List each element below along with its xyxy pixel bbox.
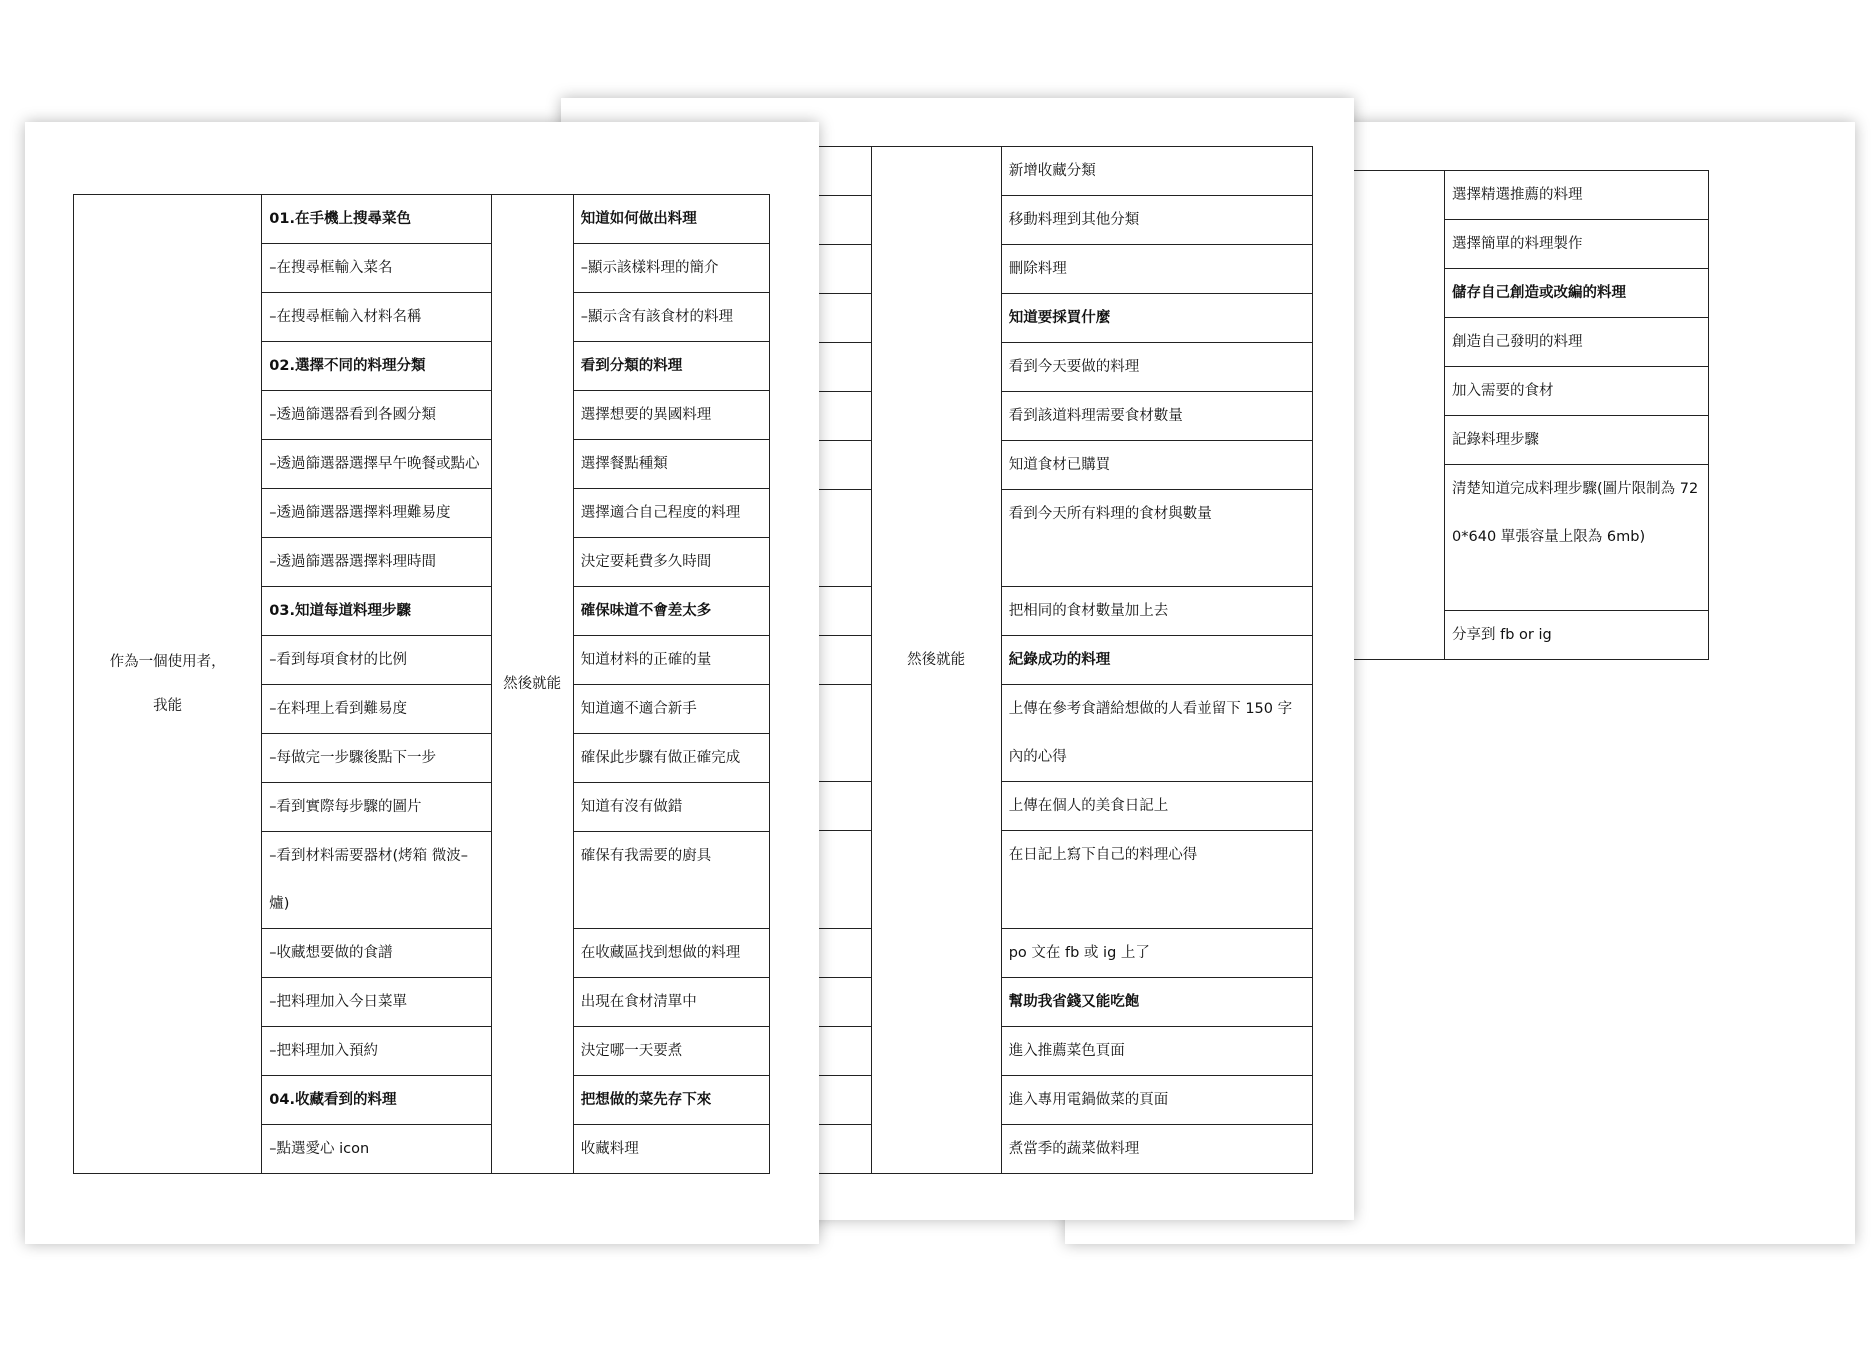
story-outcome-cell: 新增收藏分類: [1001, 147, 1312, 196]
story-action-cell: –把料理加入預約: [262, 1027, 491, 1076]
story-outcome-cell: 選擇適合自己程度的料理: [573, 489, 769, 538]
story-outcome-cell: 知道有沒有做錯: [573, 783, 769, 832]
story-outcome-cell: 選擇餐點種類: [573, 440, 769, 489]
document-page-1: [25, 122, 819, 1244]
story-action-cell: –每做完一步驟後點下一步: [262, 734, 491, 783]
story-outcome-cell: 創造自己發明的料理: [1445, 318, 1709, 367]
connector-cell: 然後就能: [871, 147, 1001, 1174]
story-outcome-cell: 在日記上寫下自己的料理心得: [1001, 831, 1312, 928]
connector-cell: 然後就能: [491, 195, 573, 1174]
story-outcome-cell: 出現在食材清單中: [573, 978, 769, 1027]
story-action-cell: –看到實際每步驟的圖片: [262, 783, 491, 832]
story-action-cell: –透過篩選器選擇料理難易度: [262, 489, 491, 538]
story-outcome-cell: 確保味道不會差太多: [573, 587, 769, 636]
story-action-cell: –透過篩選器選擇早午晚餐或點心: [262, 440, 491, 489]
story-action-cell: –在搜尋框輸入菜名: [262, 244, 491, 293]
story-outcome-cell: 確保此步驟有做正確完成: [573, 734, 769, 783]
story-action-cell: –點選愛心 icon: [262, 1125, 491, 1174]
story-outcome-cell: 知道食材已購買: [1001, 441, 1312, 490]
story-outcome-cell: 知道如何做出料理: [573, 195, 769, 244]
story-outcome-cell: 看到今天所有料理的食材與數量: [1001, 490, 1312, 587]
story-outcome-cell: 煮當季的蔬菜做料理: [1001, 1124, 1312, 1173]
story-outcome-cell: 知道適不適合新手: [573, 685, 769, 734]
story-outcome-cell: 刪除料理: [1001, 245, 1312, 294]
story-action-cell: –把料理加入今日菜單: [262, 978, 491, 1027]
story-action-cell: 01.在手機上搜尋菜色: [262, 195, 491, 244]
story-outcome-cell: 看到該道料理需要食材數量: [1001, 392, 1312, 441]
story-action-cell: –收藏想要做的食譜: [262, 929, 491, 978]
actor-line: 作為一個使用者，: [109, 654, 226, 671]
story-outcome-cell: –顯示含有該食材的料理: [573, 293, 769, 342]
story-action-cell: 03.知道每道料理步驟: [262, 587, 491, 636]
story-outcome-cell: 看到分類的料理: [573, 342, 769, 391]
story-outcome-cell: 進入專用電鍋做菜的頁面: [1001, 1075, 1312, 1124]
story-action-cell: –透過篩選器看到各國分類: [262, 391, 491, 440]
story-outcome-cell: po 文在 fb 或 ig 上了: [1001, 928, 1312, 977]
story-outcome-cell: 知道材料的正確的量: [573, 636, 769, 685]
story-outcome-cell: –顯示該樣料理的簡介: [573, 244, 769, 293]
user-story-table-1: [73, 194, 770, 1174]
table-row: [74, 195, 770, 244]
story-outcome-cell: 收藏料理: [573, 1125, 769, 1174]
actor-cell: [74, 195, 262, 1174]
story-outcome-cell: 儲存自己創造或改編的料理: [1445, 269, 1709, 318]
story-outcome-cell: 把想做的菜先存下來: [573, 1076, 769, 1125]
story-outcome-cell: 知道要採買什麼: [1001, 294, 1312, 343]
story-outcome-cell: 分享到 fb or ig: [1445, 610, 1709, 659]
story-action-cell: –看到材料需要器材(烤箱 微波–爐): [262, 832, 491, 929]
story-outcome-cell: 進入推薦菜色頁面: [1001, 1026, 1312, 1075]
story-outcome-cell: 把相同的食材數量加上去: [1001, 587, 1312, 636]
story-action-cell: 02.選擇不同的料理分類: [262, 342, 491, 391]
story-outcome-cell: 記錄料理步驟: [1445, 416, 1709, 465]
story-outcome-cell: 幫助我省錢又能吃飽: [1001, 977, 1312, 1026]
story-outcome-cell: 紀錄成功的料理: [1001, 636, 1312, 685]
story-action-cell: –看到每項食材的比例: [262, 636, 491, 685]
story-outcome-cell: 決定哪一天要煮: [573, 1027, 769, 1076]
story-outcome-cell: 上傳在參考食譜給想做的人看並留下 150 字內的心得: [1001, 685, 1312, 782]
story-outcome-cell: 選擇簡單的料理製作: [1445, 220, 1709, 269]
story-outcome-cell: 上傳在個人的美食日記上: [1001, 782, 1312, 831]
story-outcome-cell: 移動料理到其他分類: [1001, 196, 1312, 245]
actor-line: 我能: [153, 698, 183, 715]
story-outcome-cell: 決定要耗費多久時間: [573, 538, 769, 587]
story-outcome-cell: 看到今天要做的料理: [1001, 343, 1312, 392]
story-outcome-cell: 確保有我需要的廚具: [573, 832, 769, 929]
story-action-cell: –透過篩選器選擇料理時間: [262, 538, 491, 587]
story-outcome-cell: 選擇想要的異國料理: [573, 391, 769, 440]
story-action-cell: 04.收藏看到的料理: [262, 1076, 491, 1125]
story-outcome-cell: 加入需要的食材: [1445, 367, 1709, 416]
story-outcome-cell: 在收藏區找到想做的料理: [573, 929, 769, 978]
story-outcome-cell: 清楚知道完成料理步驟(圖片限制為 720*640 單張容量上限為 6mb): [1445, 465, 1709, 611]
story-action-cell: –在搜尋框輸入材料名稱: [262, 293, 491, 342]
story-action-cell: –在料理上看到難易度: [262, 685, 491, 734]
story-outcome-cell: 選擇精選推薦的料理: [1445, 171, 1709, 220]
